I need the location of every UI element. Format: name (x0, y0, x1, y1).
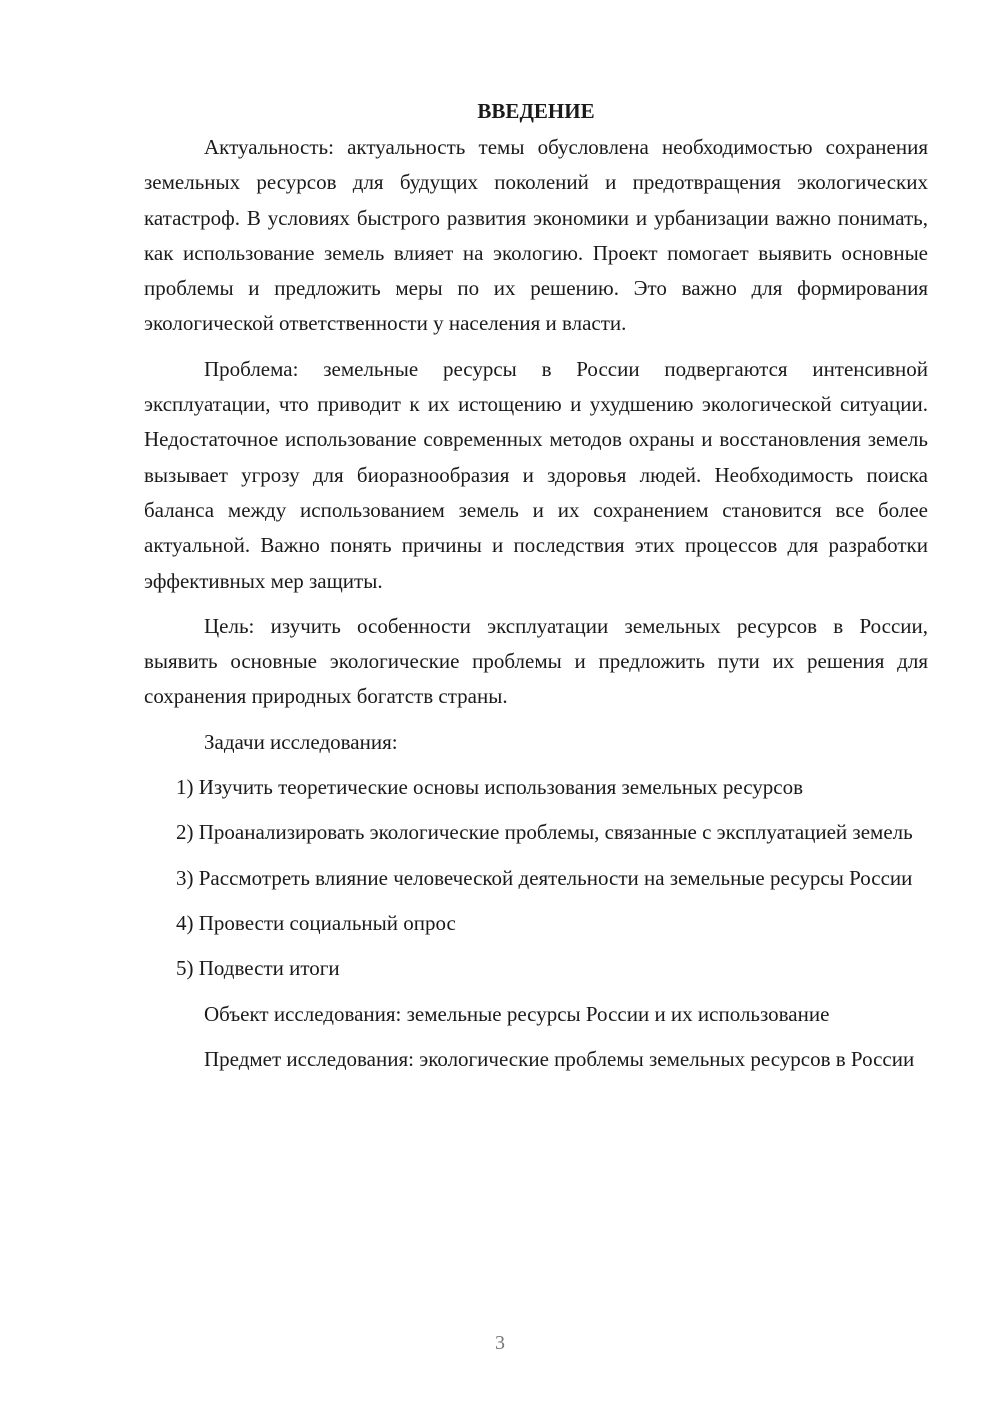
task-item-2: 2) Проанализировать экологические проблемы, связанные с эксплуатацией земель (176, 820, 913, 845)
page-content (144, 96, 928, 1087)
page-number: 3 (495, 1332, 505, 1354)
paragraph-subject: Предмет исследования: экологические проблемы земельных ресурсов в России (204, 1046, 915, 1071)
paragraph-relevance: Актуальность: актуальность темы обусловлена необходимостью сохранения земельных ресурсов для будущих поколений и предотвращения экологических катастроф. В условиях быстрого развития экономики и урбанизации важно понимать, как использование земель влияет на экологию. Проект помогает выявить основные проблемы и предложить меры по их решению. Это важно для формирования экологической ответственности у населения и власти. (144, 135, 928, 336)
paragraph-problem: Проблема: земельные ресурсы в России подвергаются интенсивной эксплуатации, что приводит к их истощению и ухудшению экологической ситуации. Недостаточное использование современных методов охраны и восстановления земель вызывает угрозу для биоразнообразия и здоровья людей. Необходимость поиска баланса между использованием земель и их сохранением становится все более актуальной. Важно понять причины и последствия этих процессов для разработки эффективных мер защиты. (144, 356, 928, 593)
task-item-5: 5) Подвести итоги (176, 956, 340, 981)
paragraph-object: Объект исследования: земельные ресурсы России и их использование (204, 1001, 830, 1026)
section-title: ВВЕДЕНИЕ (477, 99, 595, 123)
task-item-4: 4) Провести социальный опрос (176, 910, 456, 935)
paragraph-tasks-heading: Задачи исследования: (204, 729, 398, 754)
task-item-3: 3) Рассмотреть влияние человеческой деятельности на земельные ресурсы России (176, 865, 913, 890)
paragraph-goal: Цель: изучить особенности эксплуатации земельных ресурсов в России, выявить основные экологические проблемы и предложить пути их решения для сохранения природных богатств страны. (144, 613, 928, 709)
task-item-1: 1) Изучить теоретические основы использования земельных ресурсов (176, 775, 803, 800)
